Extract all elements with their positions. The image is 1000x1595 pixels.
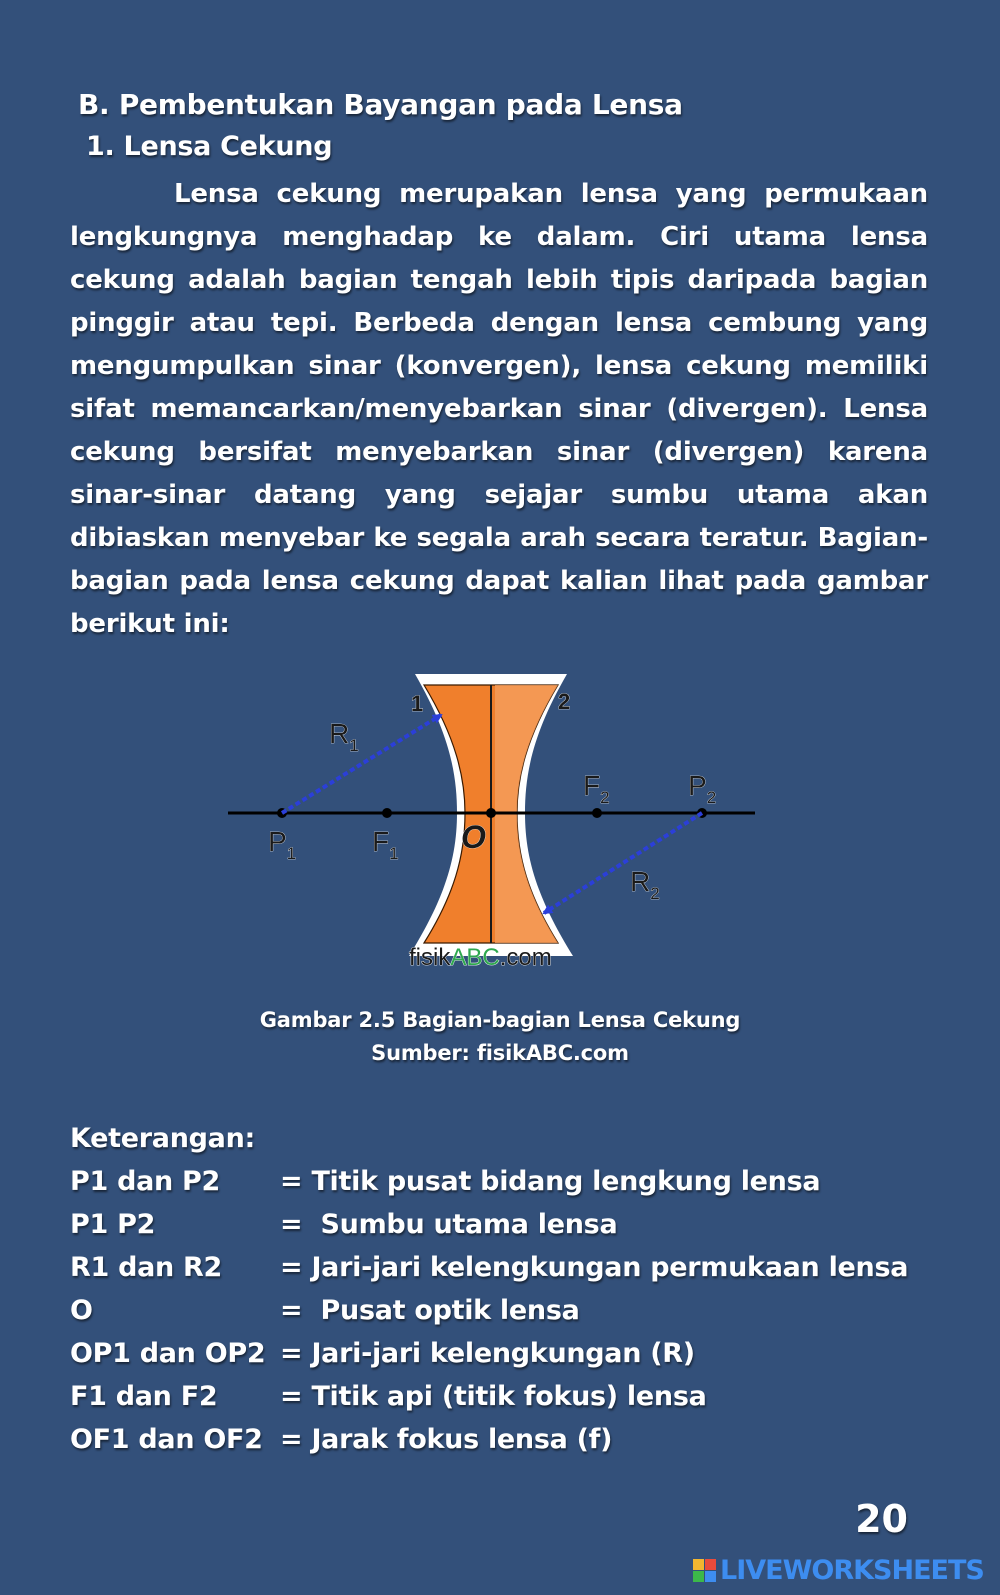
p2-label: $P_2$: [688, 770, 717, 807]
legend-description: Titik api (titik fokus) lensa: [311, 1381, 707, 1412]
liveworksheets-logo-icon: [693, 1559, 716, 1582]
point-o: [486, 808, 496, 818]
caption-source: Sumber: fisikABC.com: [371, 1041, 629, 1065]
legend-separator: =: [280, 1424, 312, 1455]
legend-description: Titik pusat bidang lengkung lensa: [311, 1166, 821, 1197]
figure-caption: [0, 1004, 1000, 1070]
liveworksheets-watermark[interactable]: [693, 1555, 984, 1585]
legend-description: Jari-jari kelengkungan (R): [311, 1338, 695, 1369]
legend-item: [70, 1246, 970, 1289]
legend-item: [70, 1160, 970, 1203]
section-heading: B. Pembentukan Bayangan pada Lensa: [78, 88, 683, 121]
o-label: O: [461, 819, 486, 855]
subsection-heading: 1. Lensa Cekung: [86, 131, 333, 162]
point-f1: [382, 808, 392, 818]
legend-term: OF1 dan OF2: [70, 1424, 263, 1455]
body-paragraph: Lensa cekung merupakan lensa yang permukaan lengkungnya menghadap ke dalam. Ciri utama lensa cekung adalah bagian tengah lebih tipis daripada bagian pinggir atau tepi. Berbeda dengan lensa cembung yang mengumpulkan sinar (konvergen), lensa cekung memiliki sifat memancarkan/menyebarkan sinar (divergen). Lensa cekung bersifat menyebarkan sinar (divergen) karena sinar-sinar datang yang sejajar sumbu utama akan dibiaskan menyebar ke segala arah secara teratur. Bagian-bagian pada lensa cekung dapat kalian lihat pada gambar berikut ini:: [70, 179, 928, 639]
legend-separator: =: [280, 1166, 312, 1197]
figure-watermark: fisikABC.com: [409, 944, 552, 971]
legend-term: O: [70, 1295, 93, 1326]
legend-title: Keterangan:: [70, 1123, 256, 1154]
r2-label: $R_2$: [630, 866, 660, 903]
legend-separator: =: [280, 1295, 321, 1326]
legend-item: [70, 1332, 970, 1375]
surface-2-label: 2: [558, 689, 571, 714]
page-number: 20: [855, 1497, 908, 1541]
concave-lens-figure: [225, 673, 770, 988]
legend-separator: =: [280, 1338, 312, 1369]
point-f2: [592, 808, 602, 818]
liveworksheets-text: LIVEWORKSHEETS: [720, 1554, 984, 1586]
legend-item: [70, 1418, 970, 1461]
radius-r2-arrow: [544, 813, 702, 913]
r1-label: $R_1$: [329, 718, 359, 755]
legend-description: Jari-jari kelengkungan permukaan lensa: [311, 1252, 909, 1283]
p1-label: $P_1$: [268, 826, 297, 863]
legend: [70, 1117, 970, 1461]
legend-separator: =: [280, 1209, 321, 1240]
legend-term: F1 dan F2: [70, 1381, 218, 1412]
legend-description: Pusat optik lensa: [320, 1295, 580, 1326]
legend-item: [70, 1375, 970, 1418]
legend-description: Jarak fokus lensa (f): [311, 1424, 613, 1455]
legend-item: [70, 1289, 970, 1332]
legend-separator: =: [280, 1252, 312, 1283]
legend-term: OP1 dan OP2: [70, 1338, 266, 1369]
caption-title: Gambar 2.5 Bagian-bagian Lensa Cekung: [259, 1008, 741, 1032]
radius-r1-arrow: [282, 715, 441, 813]
legend-term: P1 P2: [70, 1209, 156, 1240]
surface-1-label: 1: [411, 691, 424, 716]
legend-term: P1 dan P2: [70, 1166, 221, 1197]
f2-label: $F_2$: [583, 770, 610, 807]
f1-label: $F_1$: [372, 826, 399, 863]
legend-item: [70, 1203, 970, 1246]
concave-lens-diagram: [225, 673, 770, 988]
legend-term: R1 dan R2: [70, 1252, 223, 1283]
legend-separator: =: [280, 1381, 312, 1412]
legend-description: Sumbu utama lensa: [320, 1209, 618, 1240]
